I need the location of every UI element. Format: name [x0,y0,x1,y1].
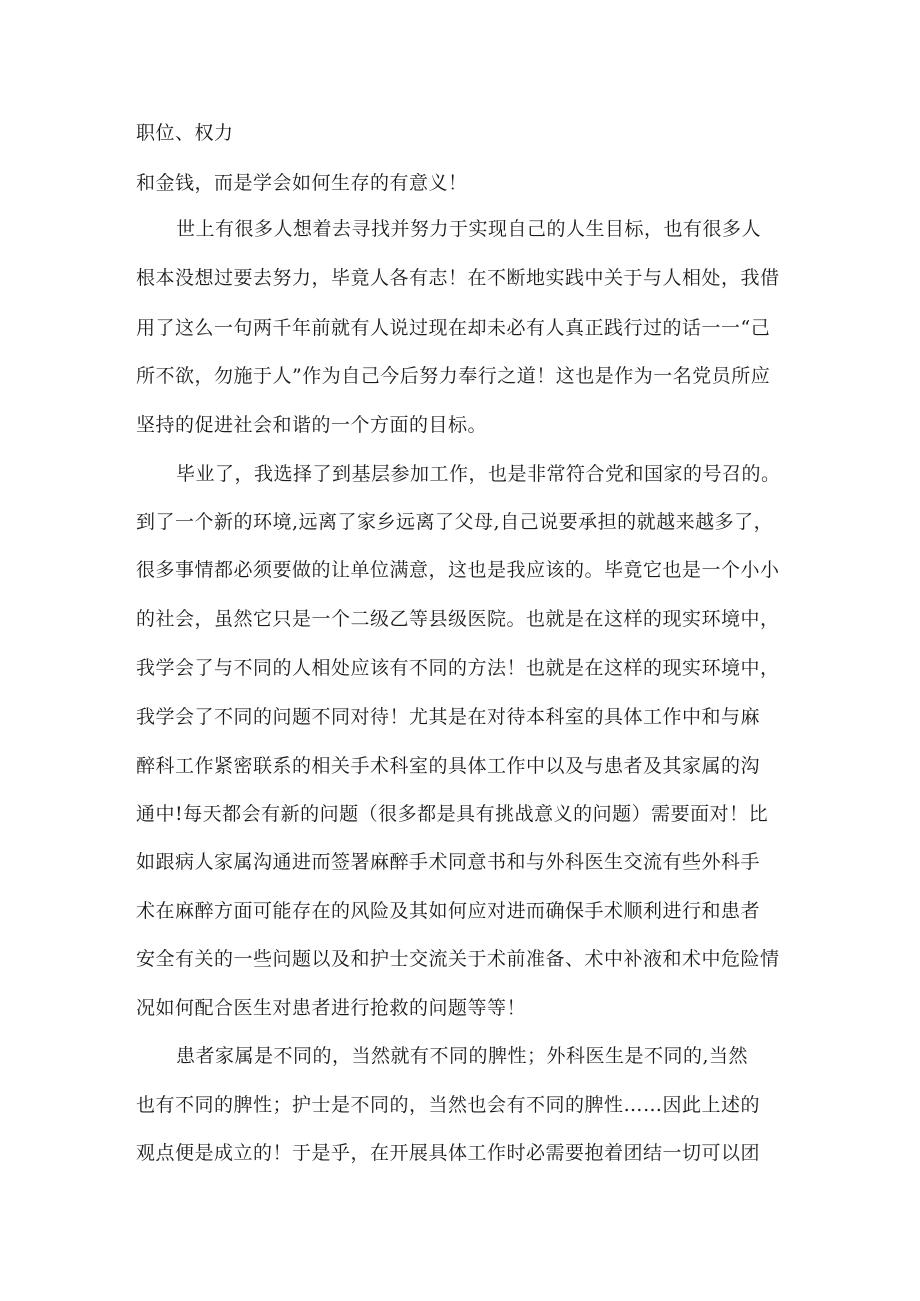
text-line: 的社会，虽然它只是一个二级乙等县级医院。也就是在这样的现实环境中， [136,608,780,630]
text-line: 坚持的促进社会和谐的一个方面的目标。 [136,414,488,436]
text-line: 况如何配合医生对患者进行抢救的问题等等！ [136,997,527,1019]
text-line: 所不欲，勿施于人”作为自己今后努力奉行之道！这也是作为一名党员所应 [136,365,771,387]
text-line: 安全有关的一些问题以及和护士交流关于术前准备、术中补液和术中危险情 [136,948,780,970]
text-line: 我学会了与不同的人相处应该有不同的方法！也就是在这样的现实环境中， [136,657,780,679]
text-line: 也有不同的脾性；护士是不同的，当然也会有不同的脾性……因此上述的 [136,1094,761,1116]
text-line: 如跟病人家属沟通进而签署麻醉手术同意书和与外科医生交流有些外科手 [136,851,761,873]
text-line: 到了一个新的环境,远离了家乡远离了父母,自己说要承担的就越来越多了， [136,511,774,533]
text-line: 我学会了不同的问题不同对待！尤其是在对待本科室的具体工作中和与麻 [136,706,761,728]
text-line: 用了这么一句两千年前就有人说过现在却未必有人真正践行过的话一一“己 [136,317,771,339]
text-line: 根本没想过要去努力，毕竟人各有志！在不断地实践中关于与人相处，我借 [136,267,780,289]
text-line: 很多事情都必须要做的让单位满意，这也是我应该的。毕竟它也是一个小小 [136,559,780,581]
text-line: 和金钱，而是学会如何生存的有意义！ [136,172,468,194]
text-line: 职位、权力 [136,122,234,144]
text-line: 通中!每天都会有新的问题（很多都是具有挑战意义的问题）需要面对！比 [136,803,769,825]
text-line: 观点便是成立的！于是乎，在开展具体工作时必需要抱着团结一切可以团 [136,1142,761,1164]
text-line: 醉科工作紧密联系的相关手术科室的具体工作中以及与患者及其家属的沟 [136,755,761,777]
paragraph-first-line: 世上有很多人想着去寻找并努力于实现自己的人生目标，也有很多人 [176,218,762,240]
paragraph-first-line: 患者家属是不同的，当然就有不同的脾性；外科医生是不同的,当然 [176,1045,749,1067]
text-line: 术在麻醉方面可能存在的风险及其如何应对进而确保手术顺利进行和患者 [136,900,761,922]
paragraph-first-line: 毕业了，我选择了到基层参加工作，也是非常符合党和国家的号召的。 [176,463,781,485]
